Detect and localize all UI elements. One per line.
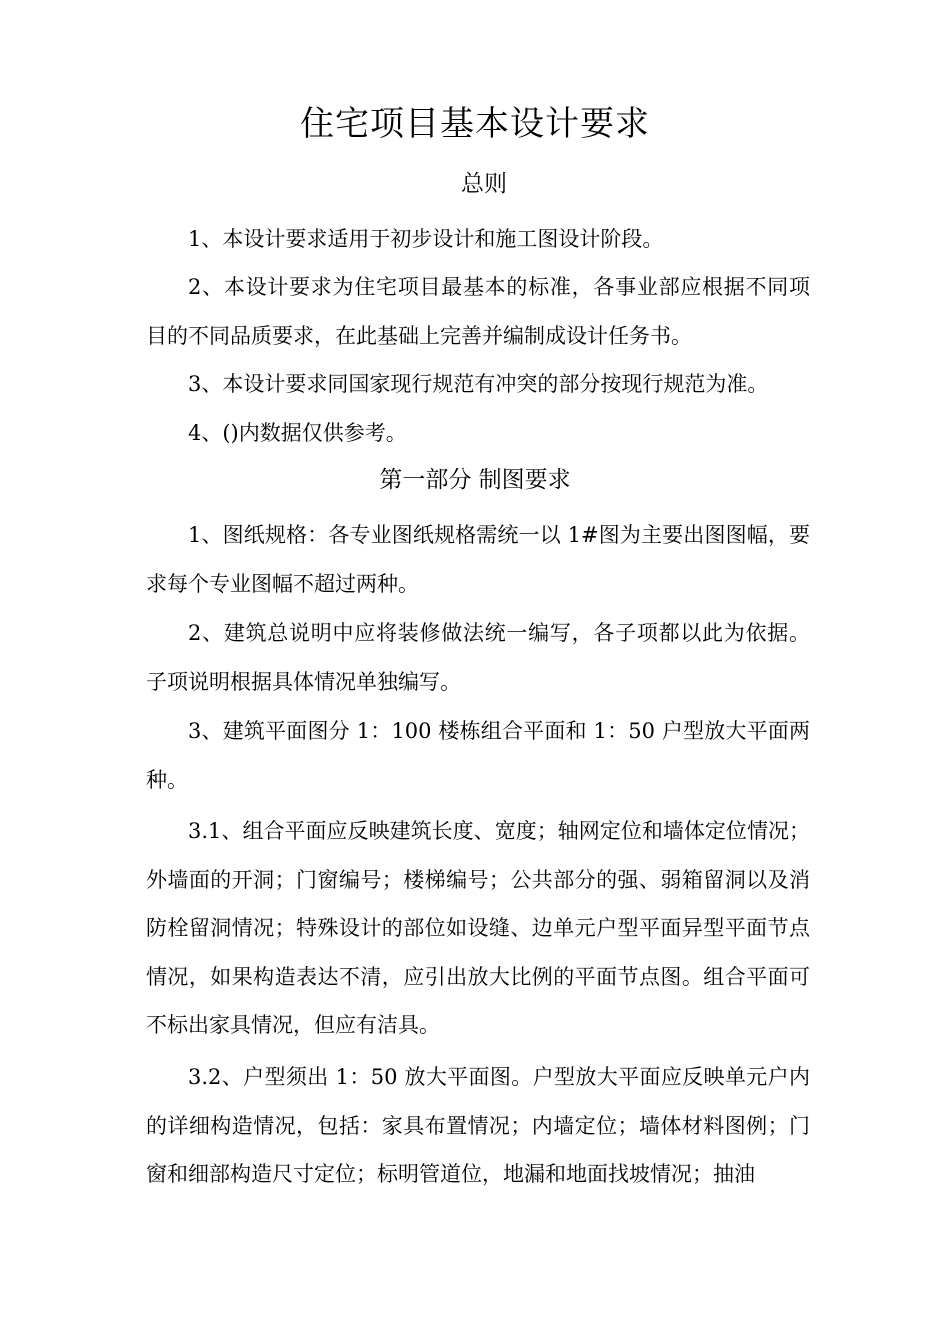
part1-item-3	[146, 707, 810, 804]
part1-item-2-text: 2、建筑总说明中应将装修做法统一编写，各子项都以此为依据。子项说明根据具体情况单独编写。	[146, 621, 810, 694]
general-item-1	[146, 215, 810, 264]
general-item-3-text: 3、本设计要求同国家现行规范有冲突的部分按现行规范为准。	[188, 372, 769, 396]
section-heading-part1: 第一部分 制图要求	[379, 467, 571, 493]
part1-item-1-text: 1、图纸规格：各专业图纸规格需统一以 1#图为主要出图图幅，要求每个专业图幅不超过两种。	[146, 523, 810, 596]
general-item-2	[146, 263, 810, 360]
part1-item-2	[146, 609, 810, 706]
part1-item-3-2-text: 3.2、户型须出 1：50 放大平面图。户型放大平面应反映单元户内的详细构造情况，包括：家具布置情况；内墙定位；墙体材料图例；门窗和细部构造尺寸定位；标明管道位，地漏和地面找坡情况；抽油	[146, 1065, 810, 1187]
general-item-4-text: 4、()内数据仅供参考。	[188, 421, 407, 445]
part1-item-1	[146, 511, 810, 608]
general-item-1-text: 1、本设计要求适用于初步设计和施工图设计阶段。	[188, 227, 664, 251]
general-item-3	[146, 360, 810, 409]
part1-item-3-2	[146, 1053, 810, 1199]
part1-item-3-1	[146, 807, 810, 1050]
document-title: 住宅项目基本设计要求	[300, 104, 650, 144]
section-heading-general: 总则	[461, 171, 507, 197]
general-item-2-text: 2、本设计要求为住宅项目最基本的标准，各事业部应根据不同项目的不同品质要求，在此基础上完善并编制成设计任务书。	[146, 275, 810, 348]
general-item-4	[146, 409, 810, 458]
part1-item-3-1-text: 3.1、组合平面应反映建筑长度、宽度；轴网定位和墙体定位情况；外墙面的开洞；门窗编号；楼梯编号；公共部分的强、弱箱留洞以及消防栓留洞情况；特殊设计的部位如设缝、边单元户型平面异型平面节点情况，如果构造表达不清，应引出放大比例的平面节点图。组合平面可不标出家具情况，但应有洁具。	[146, 819, 810, 1038]
part1-item-3-text: 3、建筑平面图分 1：100 楼栋组合平面和 1：50 户型放大平面两种。	[146, 719, 810, 792]
